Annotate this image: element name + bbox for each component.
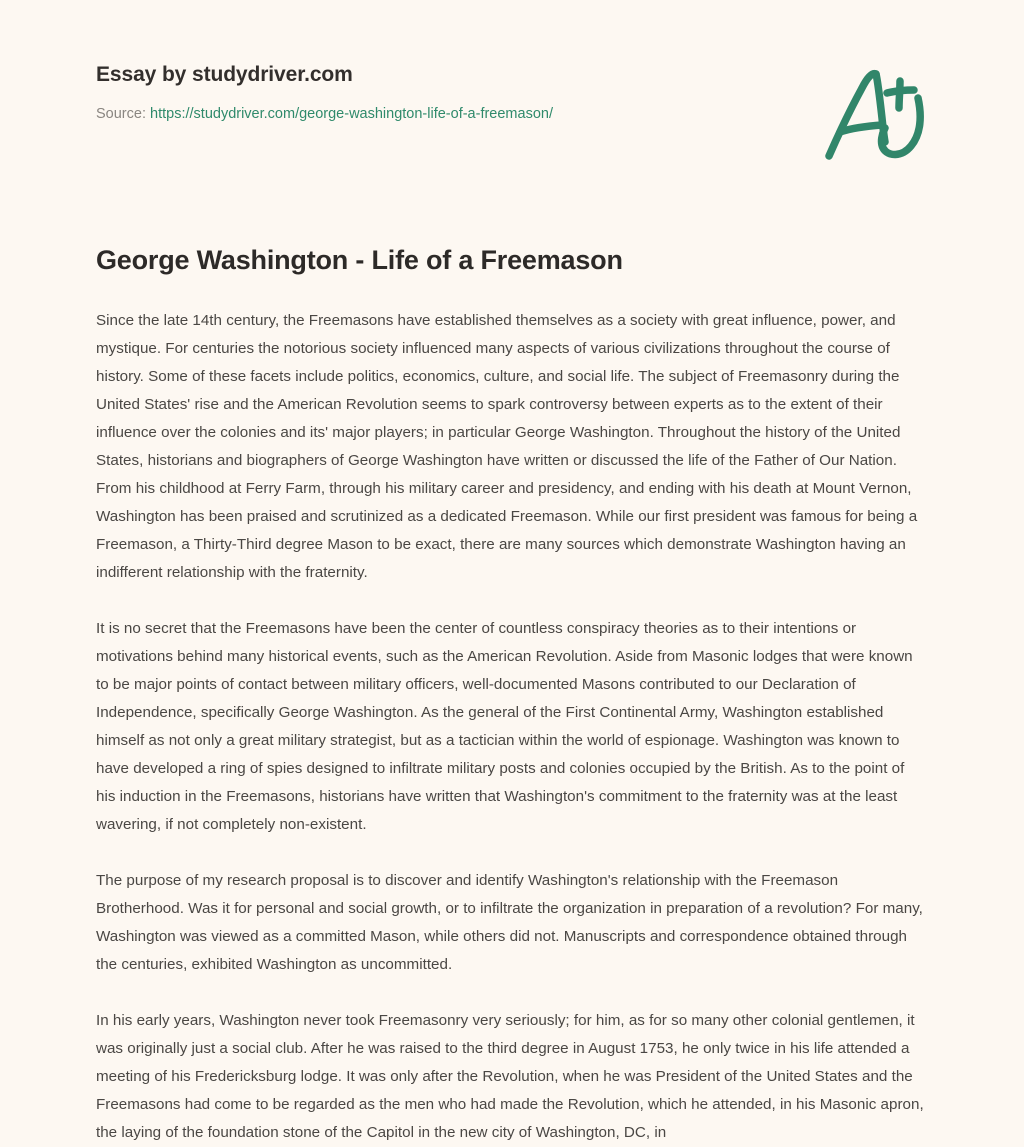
byline: Essay by studydriver.com (96, 63, 353, 86)
page-title: George Washington - Life of a Freemason (96, 245, 623, 275)
a-plus-logo-icon (814, 62, 932, 166)
paragraph: Since the late 14th century, the Freemasons have established themselves as a society with great influence, power, and mystique. For centuries the notorious society influenced many aspects of various civilizations throughout the course of history. Some of these facets include politics, economics, culture, and social life. The subject of Freemasonry during the United States' rise and the American Revolution seems to spark controversy between experts as to the extent of their influence over the colonies and its' major players; in particular George Washington. Throughout the history of the United States, historians and biographers of George Washington have written or discussed the life of the Father of Our Nation. From his childhood at Ferry Farm, through his military career and presidency, and ending with his death at Mount Vernon, Washington has been praised and scrutinized as a dedicated Freemason. While our first president was famous for being a Freemason, a Thirty-Third degree Mason to be exact, there are many sources which demonstrate Washington having an indifferent relationship with the fraternity. (96, 311, 918, 581)
source-label: Source: (96, 106, 146, 123)
article-body (96, 278, 928, 1147)
a-plus-logo[interactable] (814, 62, 932, 166)
source-line (96, 105, 928, 124)
paragraph: The purpose of my research proposal is to discover and identify Washington's relationship with the Freemason Brotherhood. Was it for personal and social growth, or to infiltrate the organization in preparation of a revolution? For many, Washington was viewed as a committed Mason, while others did not. Manuscripts and correspondence obtained through the centuries, exhibited Washington as uncommitted. (96, 871, 923, 973)
source-url-link[interactable]: https://studydriver.com/george-washington-life-of-a-freemason/ (150, 106, 553, 123)
document-header (96, 0, 928, 128)
paragraph: It is no secret that the Freemasons have been the center of countless conspiracy theories as to their intentions or motivations behind many historical events, such as the American Revolution. Aside from Masonic lodges that were known to be major points of contact between military officers, well-documented Masons contributed to our Declaration of Independence, specifically George Washington. As the general of the First Continental Army, Washington established himself as not only a great military strategist, but as a tactician within the world of espionage. Washington was known to have developed a ring of spies designed to infiltrate military posts and colonies occupied by the British. As to the point of his induction in the Freemasons, historians have written that Washington's commitment to the fraternity was at the least wavering, if not completely non-existent. (96, 619, 913, 833)
paragraph: In his early years, Washington never took Freemasonry very seriously; for him, as for so many other colonial gentlemen, it was originally just a social club. After he was raised to the third degree in August 1753, he only twice in his life attended a meeting of his Fredericksburg lodge. It was only after the Revolution, when he was President of the United States and the Freemasons had come to be regarded as the men who had made the Revolution, which he attended, in his Masonic apron, the laying of the foundation stone of the Capitol in the new city of Washington, DC, in (96, 1011, 924, 1141)
